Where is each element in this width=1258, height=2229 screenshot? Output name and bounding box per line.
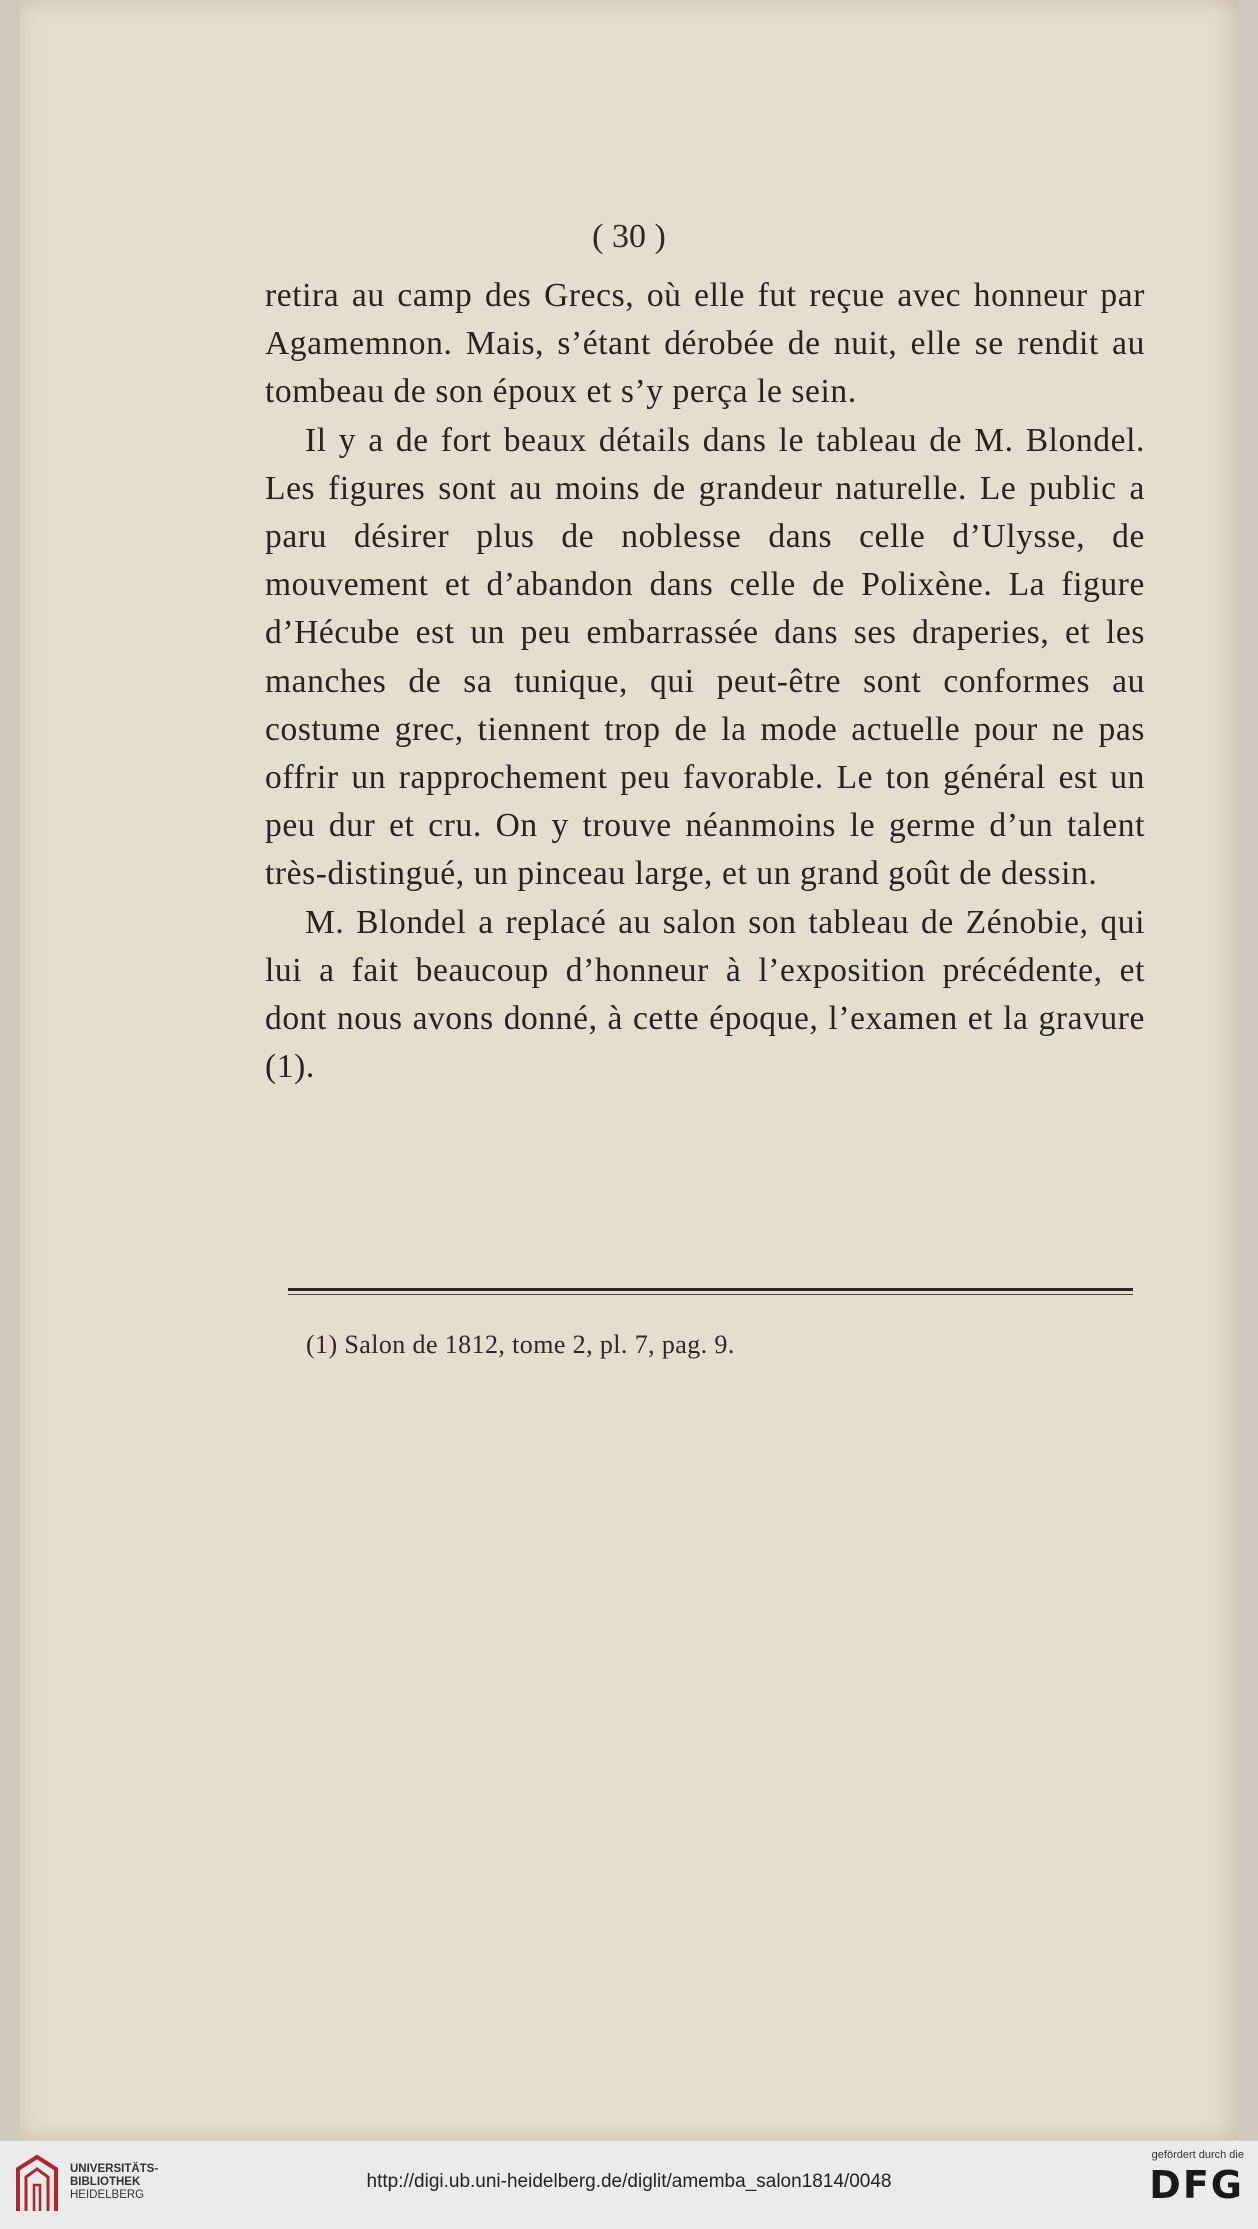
- footnote: (1) Salon de 1812, tome 2, pl. 7, pag. 9.: [306, 1330, 735, 1359]
- library-name-line-3: HEIDELBERG: [70, 2189, 145, 2201]
- page-number: ( 30 ): [592, 218, 666, 255]
- footnote-rule-thin: [288, 1294, 1133, 1295]
- body-text: [265, 272, 1145, 1091]
- paragraph-3: M. Blondel a replacé au salon son tableau de Zénobie, qui lui a fait beaucoup d’honneur à l’exposition précédente, et dont nous avons donné, à cette époque, l’examen et la gravure (1).: [265, 903, 1145, 1086]
- paragraph-1: retira au camp des Grecs, où elle fut reçue avec honneur par Agamemnon. Mais, s’étant dérobée de nuit, elle se rendit au tombeau de son époux et s’y perça le sein.: [265, 277, 1145, 411]
- funding-label: gefördert durch die: [1151, 2149, 1244, 2161]
- viewer-footer: [0, 2140, 1258, 2229]
- book-page: [20, 0, 1238, 2140]
- paragraph-2: Il y a de fort beaux détails dans le tableau de M. Blondel. Les figures sont au moins de grandeur naturelle. Le public a paru désirer plus de noblesse dans celle d’Ulysse, de mouvement et d’abandon dans celle de Polixène. La figure d’Hécube est un peu embarrassée dans ses draperies, et les manches de sa tunique, qui peut-être sont conformes au costume grec, tiennent trop de la mode actuelle pour ne pas offrir un rapprochement peu favorable. Le ton général est un peu dur et cru. On y trouve néanmoins le germe d’un talent très-distingué, un pinceau large, et un grand goût de dessin.: [265, 421, 1145, 893]
- library-name-line-2: BIBLIOTHEK: [70, 2176, 141, 2188]
- funding-credit: [1114, 2149, 1244, 2207]
- dfg-logo-icon[interactable]: DFG: [1149, 2163, 1244, 2207]
- permalink-url[interactable]: http://digi.ub.uni-heidelberg.de/diglit/amemba_salon1814/0048: [366, 2171, 892, 2192]
- footnote-rule: [288, 1288, 1133, 1291]
- library-name-line-1: UNIVERSITÄTS-: [70, 2163, 159, 2175]
